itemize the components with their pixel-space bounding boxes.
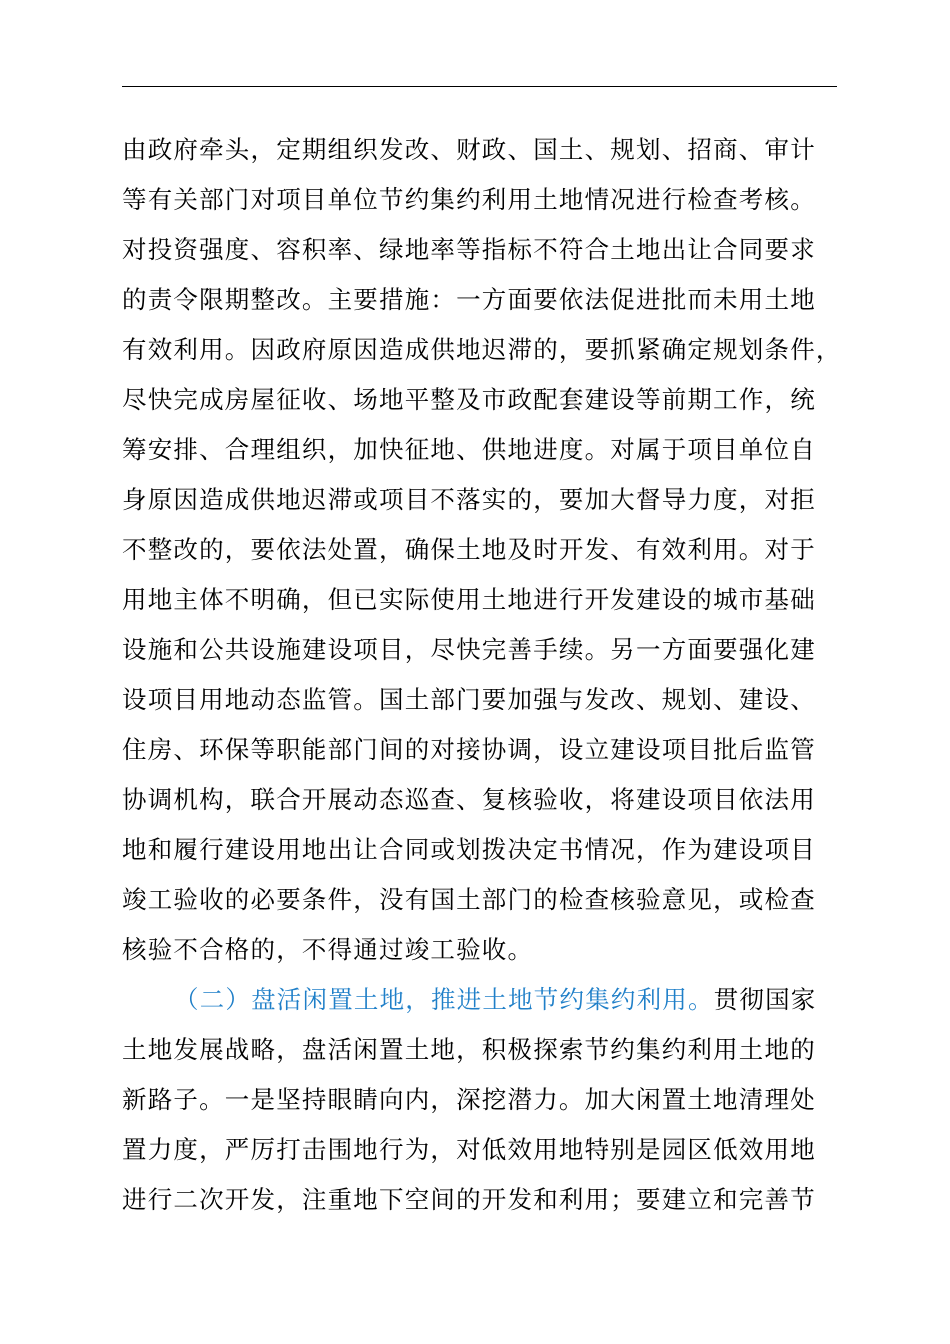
text-line: 设项目用地动态监管。国土部门要加强与发改、规划、建设、 (122, 685, 816, 714)
text-line: 竣工验收的必要条件，没有国土部门的检查核验意见，或检查 (122, 885, 816, 914)
text-line: 新路子。一是坚持眼睛向内，深挖潜力。加大闲置土地清理处 (122, 1085, 816, 1114)
text-line: 等有关部门对项目单位节约集约利用土地情况进行检查考核。 (122, 185, 816, 214)
paragraph-2 (122, 975, 840, 1225)
text-line: 身原因造成供地迟滞或项目不落实的，要加大督导力度，对拒 (122, 485, 816, 514)
text-line: 协调机构，联合开展动态巡查、复核验收，将建设项目依法用 (122, 785, 816, 814)
text-line: 尽快完成房屋征收、场地平整及市政配套建设等前期工作，统 (122, 385, 816, 414)
text-line: 有效利用。因政府原因造成供地迟滞的，要抓紧确定规划条件， (122, 335, 842, 364)
text-line: 的责令限期整改。主要措施：一方面要依法促进批而未用土地 (122, 285, 816, 314)
text-line: 设施和公共设施建设项目，尽快完善手续。另一方面要强化建 (122, 635, 816, 664)
text-line: 核验不合格的，不得通过竣工验收。 (122, 935, 534, 964)
heading-line-continuation: 贯彻国家 (713, 985, 817, 1014)
text-line: 进行二次开发，注重地下空间的开发和利用；要建立和完善节 (122, 1185, 816, 1214)
text-line: 地和履行建设用地出让合同或划拨决定书情况，作为建设项目 (122, 835, 816, 864)
paragraph-1 (122, 125, 840, 975)
document-body (122, 125, 840, 1225)
text-line: 对投资强度、容积率、绿地率等指标不符合土地出让合同要求 (122, 235, 816, 264)
text-line: 土地发展战略，盘活闲置土地，积极探索节约集约利用土地的 (122, 1035, 816, 1064)
section-heading: （二）盘活闲置土地，推进土地节约集约利用。 (174, 985, 714, 1014)
text-line: 用地主体不明确，但已实际使用土地进行开发建设的城市基础 (122, 585, 816, 614)
section-heading-line (122, 975, 840, 1025)
text-line: 住房、环保等职能部门间的对接协调，设立建设项目批后监管 (122, 735, 816, 764)
text-line: 置力度，严厉打击围地行为，对低效用地特别是园区低效用地 (122, 1135, 816, 1164)
text-line: 不整改的，要依法处置，确保土地及时开发、有效利用。对于 (122, 535, 816, 564)
header-rule (122, 86, 837, 87)
text-line: 筹安排、合理组织，加快征地、供地进度。对属于项目单位自 (122, 435, 816, 464)
text-line: 由政府牵头，定期组织发改、财政、国土、规划、招商、审计 (122, 135, 816, 164)
